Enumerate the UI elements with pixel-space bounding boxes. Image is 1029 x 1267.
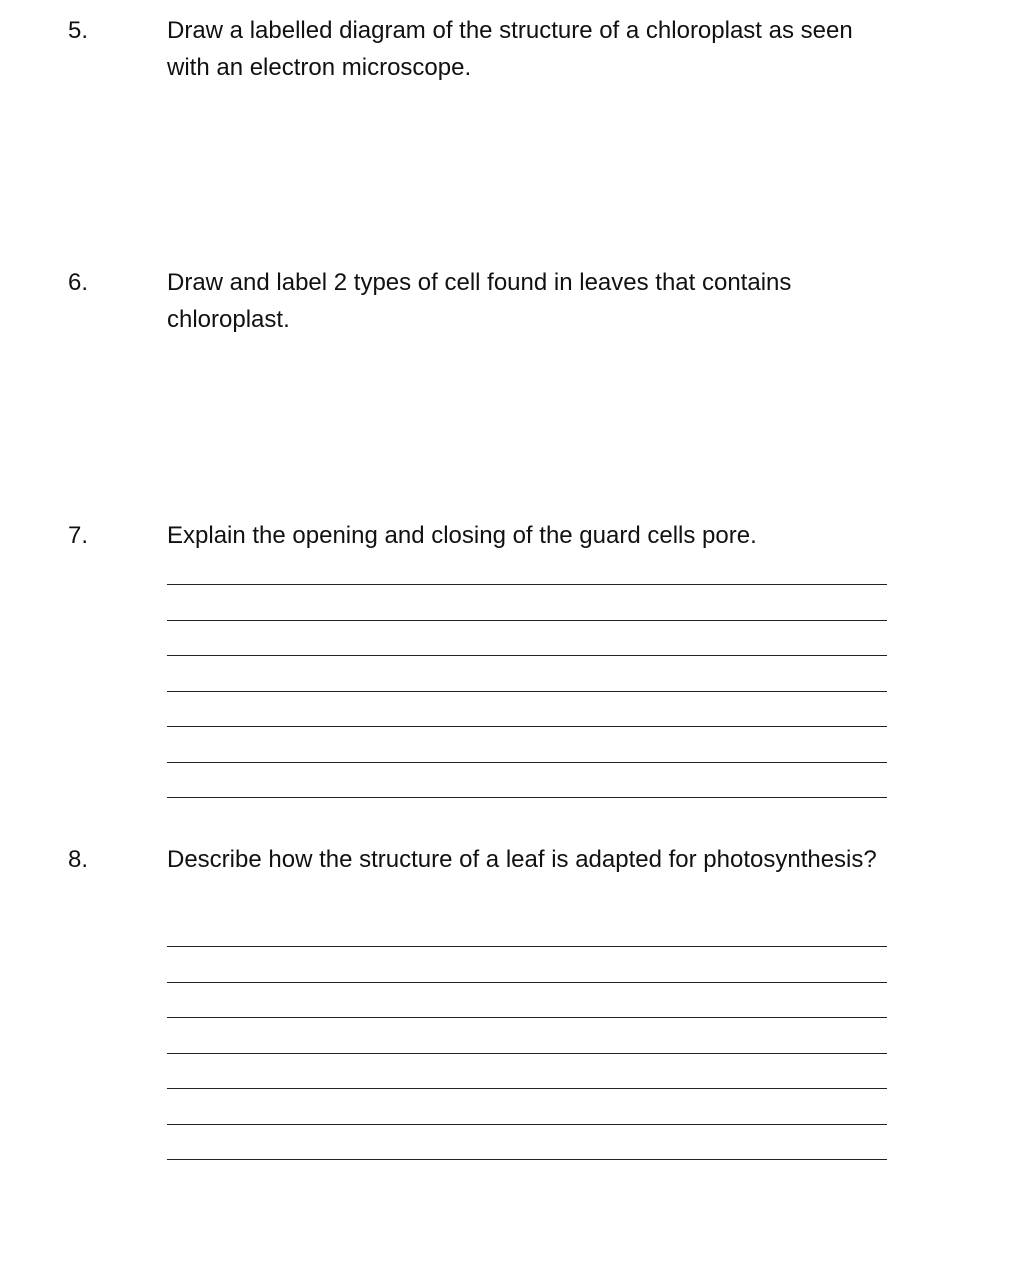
question-number: 6. — [68, 269, 89, 296]
question-number: 8. — [68, 846, 89, 873]
answer-line[interactable] — [167, 726, 887, 727]
answer-line[interactable] — [167, 762, 887, 763]
answer-line[interactable] — [167, 1088, 887, 1089]
question-number: 5. — [68, 17, 89, 44]
question-text: Draw and label 2 types of cell found in leaves that contains chloroplast. — [167, 269, 792, 333]
answer-line[interactable] — [167, 1017, 887, 1018]
answer-line[interactable] — [167, 1124, 887, 1125]
answer-line[interactable] — [167, 1053, 887, 1054]
question-text: Describe how the structure of a leaf is adapted for photosynthesis? — [167, 846, 877, 873]
answer-line[interactable] — [167, 691, 887, 692]
question-text: Draw a labelled diagram of the structure of a chloroplast as seen with an electron microscope. — [167, 17, 853, 81]
answer-line[interactable] — [167, 1159, 887, 1160]
question-number: 7. — [68, 522, 89, 549]
question-text: Explain the opening and closing of the guard cells pore. — [167, 522, 757, 549]
answer-line[interactable] — [167, 946, 887, 947]
answer-line[interactable] — [167, 584, 887, 585]
answer-line[interactable] — [167, 620, 887, 621]
answer-line[interactable] — [167, 982, 887, 983]
answer-line[interactable] — [167, 797, 887, 798]
answer-line[interactable] — [167, 655, 887, 656]
